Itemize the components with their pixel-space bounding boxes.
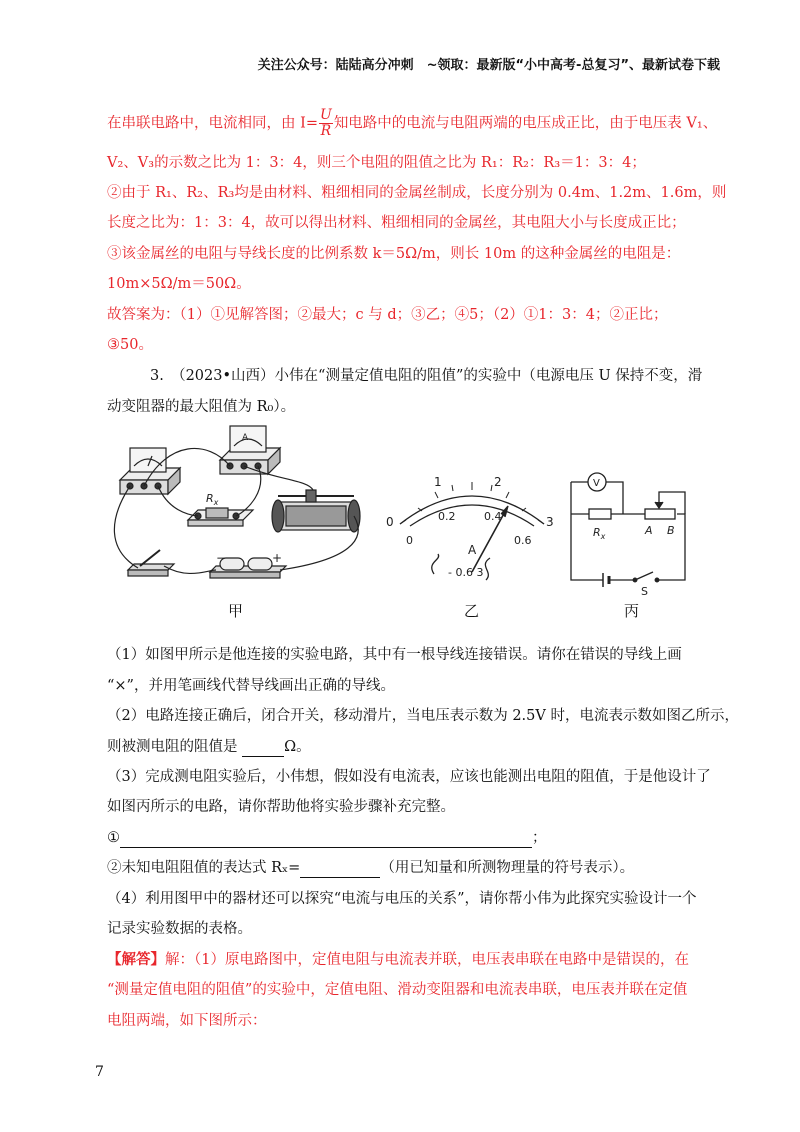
svg-text:3: 3 (546, 515, 554, 529)
figure-caption-jia: 甲 (228, 602, 244, 620)
svg-text:0.2: 0.2 (438, 510, 456, 523)
answer-line (107, 108, 717, 139)
svg-text:0: 0 (386, 515, 394, 529)
rx-label: $R_x$ (206, 492, 219, 507)
question-stem: 3. （2023•山西）小伟在“测量定值电阻的阻值”的实验中（电源电压 U 保持不变，滑 (150, 368, 703, 384)
circuit-diagram-bing (565, 462, 695, 597)
page-number: 7 (95, 1064, 104, 1080)
dial-terminals: - 0.6 3 (448, 566, 484, 579)
dial-label: A (468, 543, 477, 557)
sub-question-4: 记录实验数据的表格。 (107, 921, 252, 937)
sub-question-4: （4）利用图甲中的器材还可以探究“电流与电压的关系”，请你帮小伟为此探究实验设计一个 (107, 891, 697, 907)
ammeter-dial-figure-yi (382, 462, 562, 597)
minor-scale (406, 510, 532, 547)
question-stem: 动变阻器的最大阻值为 R₀）。 (107, 399, 296, 415)
svg-text:+: + (272, 551, 283, 565)
svg-text:0.4: 0.4 (484, 510, 502, 523)
answer-line: ③50。 (107, 337, 153, 353)
rheostat (272, 490, 360, 532)
fraction-denominator: R (320, 123, 332, 139)
switch-label: S (641, 585, 648, 597)
answer-line: ②由于 R₁、R₂、R₃均是由材料、粗细相同的金属丝制成，长度分别为 0.4m、1.2m、1.6m，则 (107, 185, 727, 201)
answer-line: V₂、V₃的示数之比为 1：3：4，则三个电阻的阻值之比为 R₁：R₂：R₃＝1：3：4； (107, 155, 646, 171)
rx-label: $R_x$ (593, 526, 606, 541)
switch-symbol (635, 572, 653, 580)
resistor-rx-symbol (589, 509, 611, 519)
sub-question-1: “×”，并用笔画线代替导线画出正确的导线。 (107, 678, 395, 694)
answer-line: 长度之比为：1：3：4，故可以得出材料、粗细相同的金属丝，其电阻大小与长度成正比； (107, 215, 686, 231)
answer-line: “测量定值电阻的阻值”的实验中，定值电阻、滑动变阻器和电流表串联，电压表并联在定值 (107, 982, 688, 998)
sub-question-1: （1）如图甲所示是他连接的实验电路，其中有一根导线连接错误。请你在错误的导线上画 (107, 647, 682, 663)
answer-line: 【解答】解：（1）原电路图中，定值电阻与电流表并联，电压表串联在电路中是错误的，在 (107, 951, 689, 968)
answer-line: 10m×5Ω/m＝50Ω。 (107, 276, 251, 292)
svg-text:2: 2 (494, 475, 502, 489)
sub-question-2: （2）电路连接正确后，闭合开关，移动滑片，当电压表示数为 2.5V 时，电流表示数如图乙所示， (107, 708, 739, 724)
circuit-figure-jia (108, 420, 378, 595)
major-scale (386, 475, 554, 529)
point-a-label: A (645, 524, 653, 537)
fraction-u-over-r (319, 108, 333, 139)
answer-line: ③该金属丝的电阻与导线长度的比例系数 k＝5Ω/m，则长 10m 的这种金属丝的电阻是： (107, 246, 681, 262)
switch (128, 550, 174, 576)
sub-question-2: 则被测电阻的阻值是 Ω。 (107, 739, 311, 755)
answer-line: 故答案为：（1）①见解答图；②最大；c 与 d；③乙；④5；（2）①1：3：4；②正比； (107, 307, 668, 323)
answer-line: 电阻两端，如下图所示： (107, 1013, 267, 1029)
answer-blank[interactable] (120, 847, 532, 848)
sub-question-3-step-1: ① ； (107, 830, 547, 846)
sub-question-3: 如图丙所示的电路，请你帮助他将实验步骤补充完整。 (107, 799, 455, 815)
svg-text:0: 0 (406, 534, 413, 547)
answer-blank[interactable] (242, 756, 284, 757)
ammeter-label: A (242, 433, 249, 443)
svg-text:0.6: 0.6 (514, 534, 532, 547)
ammeter (220, 426, 280, 474)
figure-caption-bing: 丙 (624, 602, 640, 620)
sub-question-3-step-2: ②未知电阻阻值的表达式 Rₓ= （用已知量和所测物理量的符号表示）。 (107, 860, 635, 876)
figure-caption-yi: 乙 (464, 602, 480, 620)
svg-text:1: 1 (434, 475, 442, 489)
fraction-numerator: U (320, 107, 332, 123)
answer-text: 知电路中的电流与电阻两端的电压成正比，由于电压表 V₁、 (333, 115, 718, 132)
answer-tag: 【解答】 (107, 951, 165, 968)
rheostat-symbol (645, 509, 675, 519)
answer-text: 在串联电路中，电流相同，由 I= (107, 115, 318, 132)
page-header: 关注公众号：陆陆高分冲刺 ~领取：最新版“小中高考-总复习”、最新试卷下载 (257, 58, 720, 73)
voltmeter-label: V (593, 478, 600, 489)
sub-question-3: （3）完成测电阻实验后，小伟想，假如没有电流表，应该也能测出电阻的阻值，于是他设计了 (107, 769, 711, 785)
svg-text:−: − (216, 551, 227, 565)
point-b-label: B (667, 524, 675, 537)
answer-blank[interactable] (300, 877, 380, 878)
